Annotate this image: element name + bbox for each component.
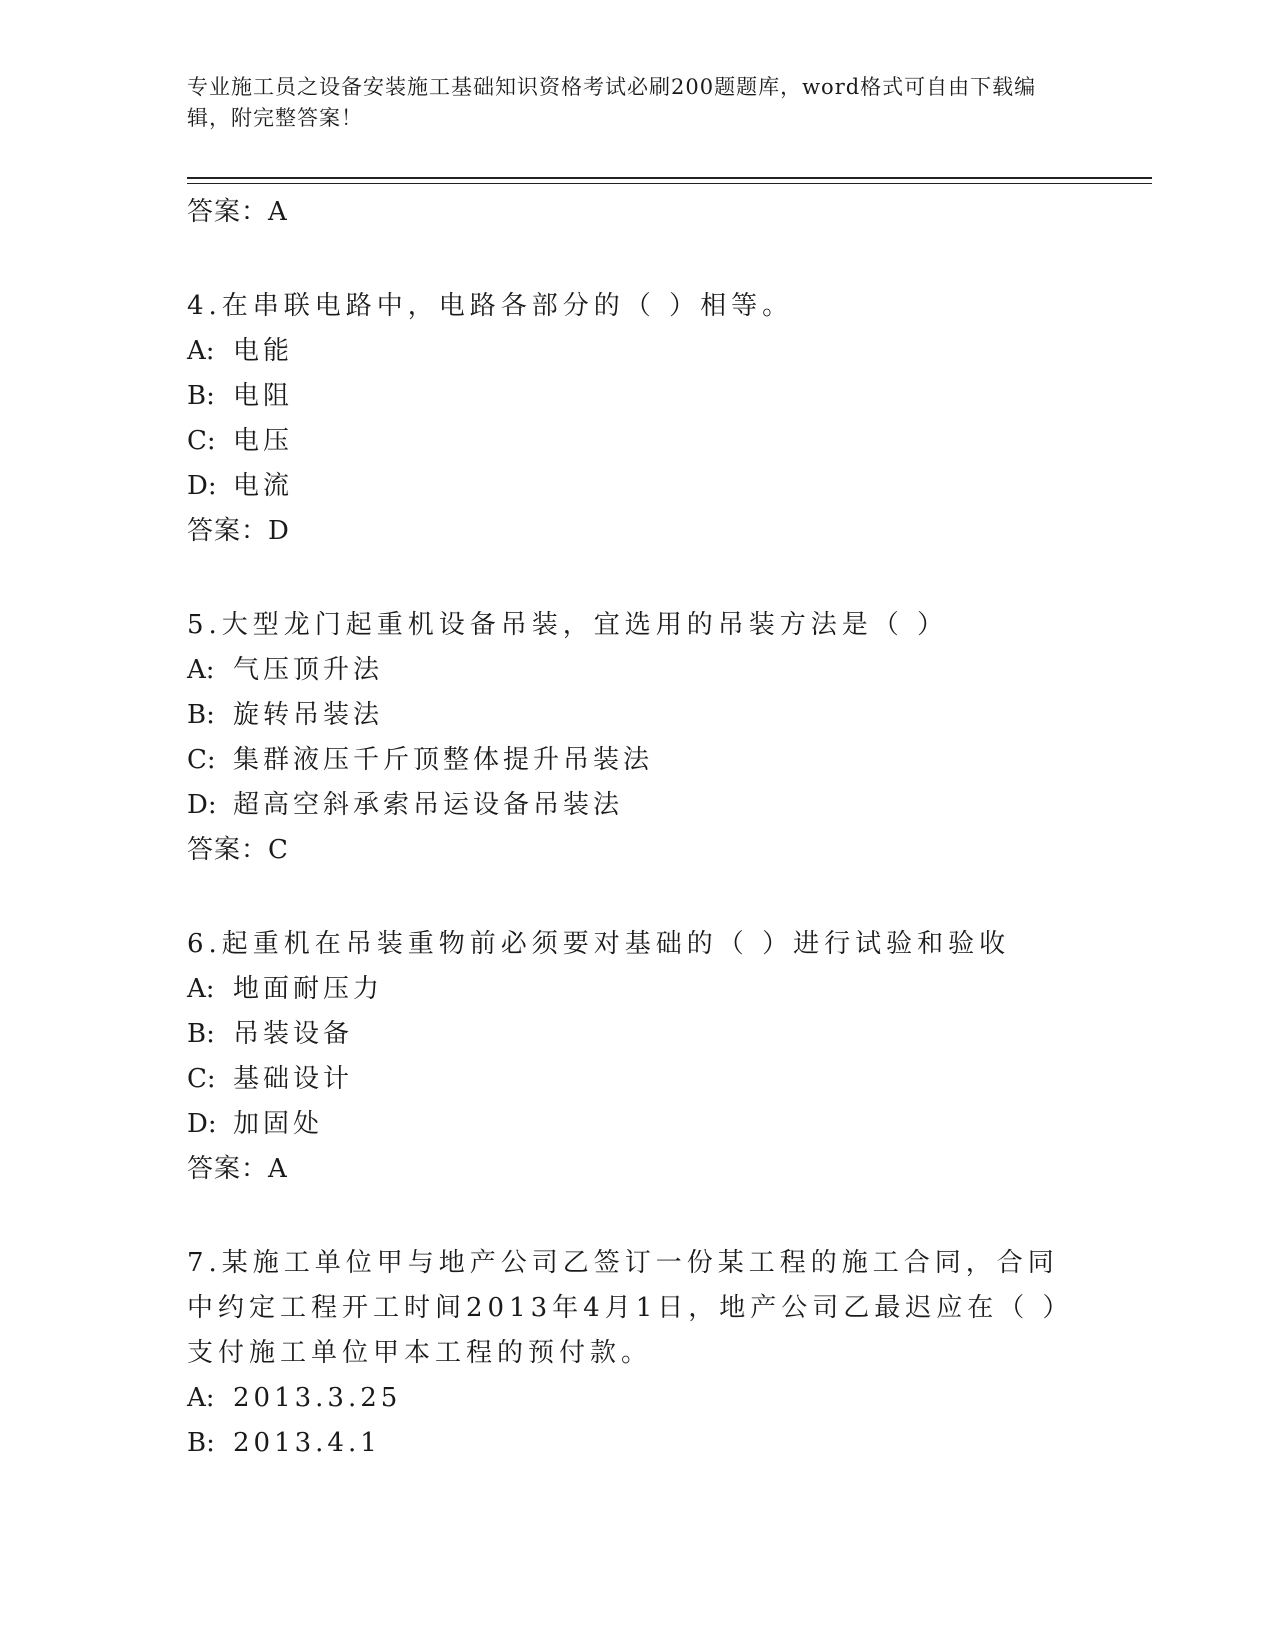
option-text: 2013.3.25 — [233, 1383, 402, 1413]
option-key: C: — [187, 1064, 216, 1094]
option-d — [187, 464, 1087, 509]
option-d — [187, 783, 1087, 828]
option-text: 加固处 — [233, 1109, 324, 1139]
option-text: 旋转吊装法 — [233, 700, 384, 730]
header-rule-thick — [187, 177, 1152, 179]
option-c — [187, 1057, 1087, 1102]
option-text: 2013.4.1 — [233, 1428, 381, 1458]
option-a — [187, 1376, 1087, 1421]
option-text: 电压 — [233, 426, 294, 456]
answer-line — [187, 828, 1087, 872]
answer-label: 答案： — [187, 835, 269, 865]
option-c — [187, 419, 1087, 464]
question-stem: 4.在串联电路中，电路各部分的（ ）相等。 — [187, 291, 794, 321]
question-list — [187, 190, 1087, 1466]
question-stem: 5.大型龙门起重机设备吊装，宜选用的吊装方法是（ ） — [187, 610, 949, 640]
option-key: D: — [187, 1109, 217, 1139]
option-key: A: — [187, 336, 215, 366]
option-a — [187, 967, 1087, 1012]
option-key: A: — [187, 1383, 215, 1413]
option-key: D: — [187, 790, 217, 820]
option-text: 基础设计 — [233, 1064, 354, 1094]
option-b — [187, 693, 1087, 738]
option-key: B: — [187, 1019, 215, 1049]
option-key: A: — [187, 655, 215, 685]
option-b — [187, 1012, 1087, 1057]
option-key: B: — [187, 381, 215, 411]
answer-line — [187, 190, 1087, 234]
option-key: B: — [187, 1428, 215, 1458]
answer-value: A — [268, 197, 288, 227]
option-key: C: — [187, 426, 216, 456]
option-b — [187, 374, 1087, 419]
spacer — [187, 872, 1087, 922]
answer-label: 答案： — [187, 197, 269, 227]
question-stem: 7.某施工单位甲与地产公司乙签订一份某工程的施工合同，合同中约定工程开工时间2013年4月1日，地产公司乙最迟应在（ ）支付施工单位甲本工程的预付款。 — [187, 1248, 1074, 1368]
answer-value: A — [268, 1154, 288, 1184]
answer-label: 答案： — [187, 1154, 269, 1184]
answer-line — [187, 1147, 1087, 1191]
option-key: B: — [187, 700, 215, 730]
option-text: 吊装设备 — [233, 1019, 354, 1049]
spacer — [187, 234, 1087, 284]
answer-line — [187, 509, 1087, 553]
document-header: 专业施工员之设备安装施工基础知识资格考试必刷200题题库，word格式可自由下载编辑，附完整答案！ — [187, 75, 1037, 130]
option-text: 电流 — [233, 471, 294, 501]
option-text: 电能 — [233, 336, 294, 366]
option-d — [187, 1102, 1087, 1147]
option-key: C: — [187, 745, 216, 775]
option-a — [187, 648, 1087, 693]
option-text: 超高空斜承索吊运设备吊装法 — [233, 790, 624, 820]
option-text: 电阻 — [233, 381, 294, 411]
option-text: 集群液压千斤顶整体提升吊装法 — [233, 745, 654, 775]
option-key: D: — [187, 471, 217, 501]
question-stem: 6.起重机在吊装重物前必须要对基础的（ ）进行试验和验收 — [187, 929, 1011, 959]
answer-label: 答案： — [187, 516, 269, 546]
spacer — [187, 553, 1087, 603]
option-text: 地面耐压力 — [233, 974, 384, 1004]
option-c — [187, 738, 1087, 783]
option-text: 气压顶升法 — [233, 655, 384, 685]
spacer — [187, 1191, 1087, 1241]
answer-value: C — [268, 835, 289, 865]
option-b — [187, 1421, 1087, 1466]
header-rule-thin — [187, 183, 1152, 184]
option-a — [187, 329, 1087, 374]
answer-value: D — [268, 516, 290, 546]
option-key: A: — [187, 974, 215, 1004]
